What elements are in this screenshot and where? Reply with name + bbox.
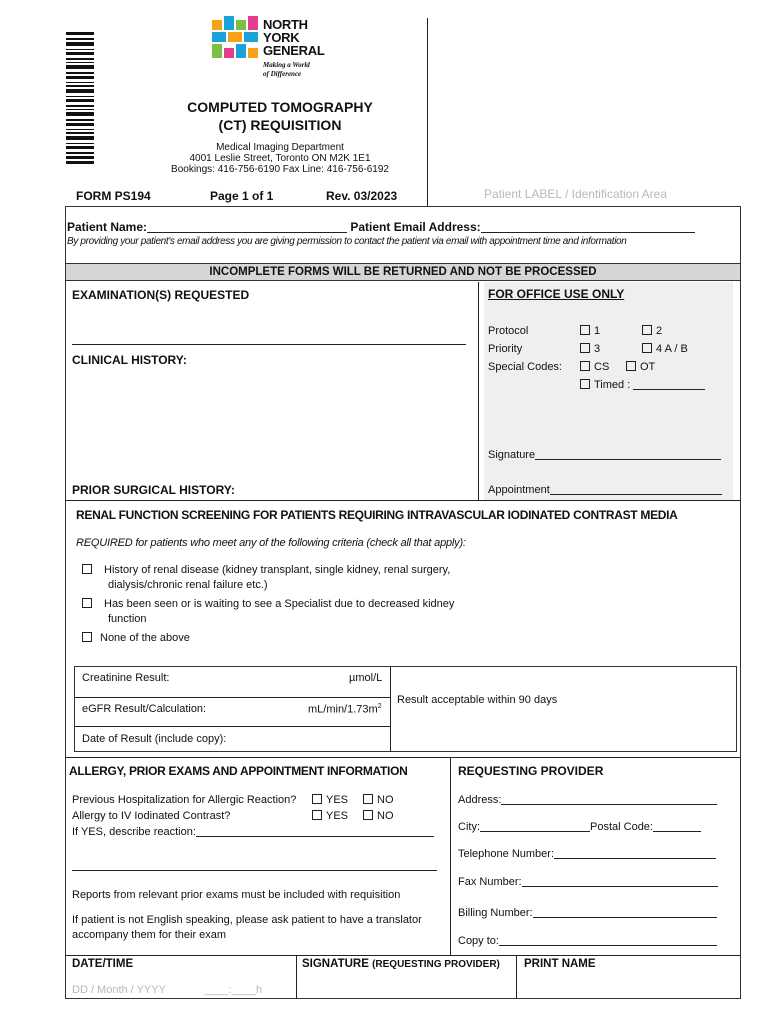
renal-disease-checkbox[interactable] [82,564,92,574]
exam-requested-line[interactable] [72,344,466,345]
logo-tagline-1: Making a World [263,61,310,69]
logo-name-1: NORTH [263,17,308,32]
renal-option-2b: function [108,613,147,625]
office-signature-field[interactable] [535,448,721,460]
cs-checkbox[interactable] [580,361,590,371]
footer-divider-2 [516,955,517,999]
egfr-unit-sup: 2 [377,703,382,710]
barcode [66,32,94,164]
barcode-graphic [66,32,94,164]
patient-name-label: Patient Name: [67,220,148,234]
hosp-no-checkbox[interactable] [363,794,373,804]
provider-postal-label: Postal Code: [590,821,653,833]
cs-label: CS [594,361,610,373]
revision: Rev. 03/2023 [326,189,398,203]
provider-phone-field[interactable] [554,847,716,859]
lab-results-divider [390,666,391,752]
describe-reaction-label: If YES, describe reaction: [72,826,196,838]
iv-yes-checkbox[interactable] [312,810,322,820]
provider-address-field[interactable] [501,793,717,805]
appointment-label: Appointment [488,484,550,496]
form-title-2: (CT) REQUISITION [218,117,342,133]
creatinine-unit: µmol/L [349,672,383,684]
surgical-history-label: PRIOR SURGICAL HISTORY: [72,483,235,497]
provider-city-label: City: [458,821,480,833]
date-placeholder[interactable]: DD / Month / YYYY [72,984,166,996]
ot-checkbox[interactable] [626,361,636,371]
allergy-title: ALLERGY, PRIOR EXAMS AND APPOINTMENT INFORMATION [69,764,408,778]
priority-3-label: 3 [594,343,601,355]
datetime-label: DATE/TIME [72,958,134,970]
header-divider [427,18,428,206]
time-placeholder[interactable]: ____:____h [204,984,263,996]
dept-name: Medical Imaging Department [216,142,344,153]
result-date-label: Date of Result (include copy): [82,733,227,745]
provider-copy-label: Copy to: [458,935,499,947]
renal-title: RENAL FUNCTION SCREENING FOR PATIENTS REQUIRING INTRAVASCULAR IODINATED CONTRAST MEDIA [76,508,678,522]
priority-3-checkbox[interactable] [580,343,590,353]
page-number: Page 1 of 1 [210,189,274,203]
iv-no-checkbox[interactable] [363,810,373,820]
dept-phones: Bookings: 416-756-6190 Fax Line: 416-756-6192 [171,164,389,175]
protocol-1-checkbox[interactable] [580,325,590,335]
specialist-checkbox[interactable] [82,598,92,608]
describe-reaction-field[interactable] [196,825,434,837]
patient-email-label: Patient Email Address: [350,220,481,234]
special-codes-label: Special Codes: [488,361,562,373]
section-divider-allergy [66,757,741,758]
provider-billing-field[interactable] [533,906,717,918]
office-signature-label: Signature [488,449,536,461]
renal-option-2a: Has been seen or is waiting to see a Specialist due to decreased kidney [104,598,455,610]
hosp-no-label: NO [377,794,394,806]
translator-note-2: accompany them for their exam [72,929,227,941]
logo-tagline-2: of Difference [263,70,302,78]
logo-mark-icon [212,16,258,62]
exam-requested-label: EXAMINATION(S) REQUESTED [72,288,250,302]
protocol-label: Protocol [488,325,529,337]
timed-checkbox[interactable] [580,379,590,389]
footer-divider-1 [296,955,297,999]
section-divider-renal [66,500,741,501]
logo-name-3: GENERAL [263,43,325,58]
egfr-unit: mL/min/1.73m [308,703,378,716]
none-checkbox[interactable] [82,632,92,642]
timed-field[interactable] [633,378,705,390]
lab-row-line-2 [74,726,391,727]
patient-label-area: Patient LABEL / Identification Area [484,187,668,201]
incomplete-banner-text: INCOMPLETE FORMS WILL BE RETURNED AND NOT BE PROCESSED [209,266,597,278]
allergy-provider-divider [450,757,451,955]
provider-title: REQUESTING PROVIDER [458,764,604,778]
section-divider-footer [66,955,741,956]
provider-phone-label: Telephone Number: [458,848,555,860]
hosp-yes-label: YES [326,794,349,806]
clinical-history-label: CLINICAL HISTORY: [72,353,187,367]
lab-row-line-1 [74,697,391,698]
iv-no-label: NO [377,810,394,822]
priority-4-label: 4 A / B [656,343,688,355]
iv-yes-label: YES [326,810,349,822]
hospitalization-label: Previous Hospitalization for Allergic Reaction? [72,794,297,806]
creatinine-label: Creatinine Result: [82,672,170,684]
office-use-title: FOR OFFICE USE ONLY [488,287,625,301]
provider-fax-label: Fax Number: [458,876,522,888]
renal-option-1b: dialysis/chronic renal failure etc.) [108,579,268,591]
hosp-yes-checkbox[interactable] [312,794,322,804]
timed-label: Timed : [594,379,631,391]
provider-city-field[interactable] [480,820,590,832]
footer-signature-sub: (REQUESTING PROVIDER) [372,959,500,970]
incomplete-banner [66,263,740,281]
form-title-1: COMPUTED TOMOGRAPHY [187,99,373,115]
egfr-label: eGFR Result/Calculation: [82,703,207,715]
patient-name-field[interactable] [147,221,347,233]
describe-reaction-line[interactable] [72,870,437,871]
translator-note-1: If patient is not English speaking, please ask patient to have a translator [72,914,422,926]
patient-email-field[interactable] [481,221,695,233]
prior-reports-note: Reports from relevant prior exams must be included with requisition [72,889,401,901]
renal-required-note: REQUIRED for patients who meet any of the following criteria (check all that apply): [76,537,466,549]
form-number: FORM PS194 [76,189,151,203]
ot-label: OT [640,361,656,373]
protocol-1-label: 1 [594,325,601,337]
protocol-2-label: 2 [656,325,663,337]
priority-label: Priority [488,343,523,355]
renal-option-3: None of the above [100,632,190,644]
email-consent-note: By providing your patient's email address you are giving permission to contact the patient via email with appointment time and information [67,236,627,247]
priority-4-checkbox[interactable] [642,343,652,353]
print-name-label: PRINT NAME [524,958,596,970]
provider-billing-label: Billing Number: [458,907,533,919]
appointment-field[interactable] [550,483,722,495]
logo-name-2: YORK [263,30,300,45]
provider-fax-field[interactable] [522,875,718,887]
result-acceptable-note: Result acceptable within 90 days [397,694,558,706]
iv-contrast-label: Allergy to IV Iodinated Contrast? [72,810,231,822]
footer-signature-label: SIGNATURE [302,958,369,970]
provider-copy-field[interactable] [499,934,717,946]
provider-address-label: Address: [458,794,502,806]
dept-address: 4001 Leslie Street, Toronto ON M2K 1E1 [189,153,371,164]
protocol-2-checkbox[interactable] [642,325,652,335]
logo [212,16,342,82]
provider-postal-field[interactable] [653,820,701,832]
renal-option-1a: History of renal disease (kidney transplant, single kidney, renal surgery, [104,564,451,576]
office-divider [478,282,479,500]
